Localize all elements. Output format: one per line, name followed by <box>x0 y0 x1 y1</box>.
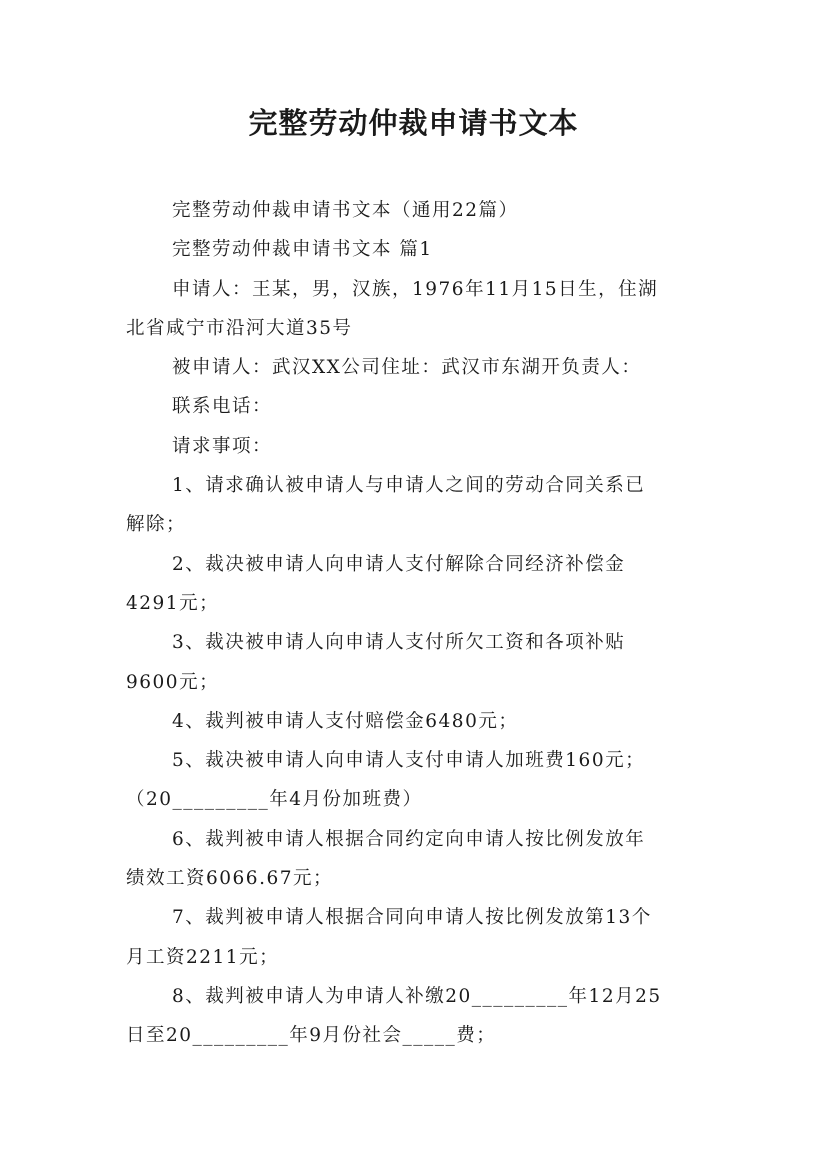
text-line: 月工资2211元； <box>126 946 280 968</box>
document-title: 完整劳动仲裁申请书文本 <box>248 106 579 140</box>
text-line: 完整劳动仲裁申请书文本 篇1 <box>172 239 433 261</box>
text-line: 北省咸宁市沿河大道35号 <box>126 317 353 339</box>
text-line: 3、裁决被申请人向申请人支付所欠工资和各项补贴 <box>172 632 626 654</box>
text-line: 申请人：王某，男，汉族，1976年11月15日生，住湖 <box>172 278 659 300</box>
text-line: 日至20_________年9月份社会_____费； <box>126 1025 497 1047</box>
text-line: 请求事项： <box>172 435 273 457</box>
text-line: 8、裁判被申请人为申请人补缴20_________年12月25 <box>172 985 662 1007</box>
text-line: 5、裁决被申请人向申请人支付申请人加班费160元； <box>172 750 646 772</box>
text-line: 7、裁判被申请人根据合同向申请人按比例发放第13个 <box>172 907 652 929</box>
text-line: 联系电话： <box>172 396 273 418</box>
text-line: 解除； <box>126 514 187 536</box>
text-line: 被申请人：武汉XX公司住址：武汉市东湖开负责人： <box>172 357 642 379</box>
text-line: 绩效工资6066.67元； <box>126 868 334 890</box>
text-line: 4、裁判被申请人支付赔偿金6480元； <box>172 710 519 732</box>
text-line: （20_________年4月份加班费） <box>126 789 423 811</box>
text-line: 1、请求确认被申请人与申请人之间的劳动合同关系已 <box>172 475 646 497</box>
text-line: 9600元； <box>126 671 220 693</box>
text-line: 2、裁决被申请人向申请人支付解除合同经济补偿金 <box>172 553 626 575</box>
document-body <box>126 191 706 1056</box>
text-line: 4291元； <box>126 592 220 614</box>
text-line: 完整劳动仲裁申请书文本（通用22篇） <box>172 200 519 221</box>
text-line: 6、裁判被申请人根据合同约定向申请人按比例发放年 <box>172 828 646 850</box>
